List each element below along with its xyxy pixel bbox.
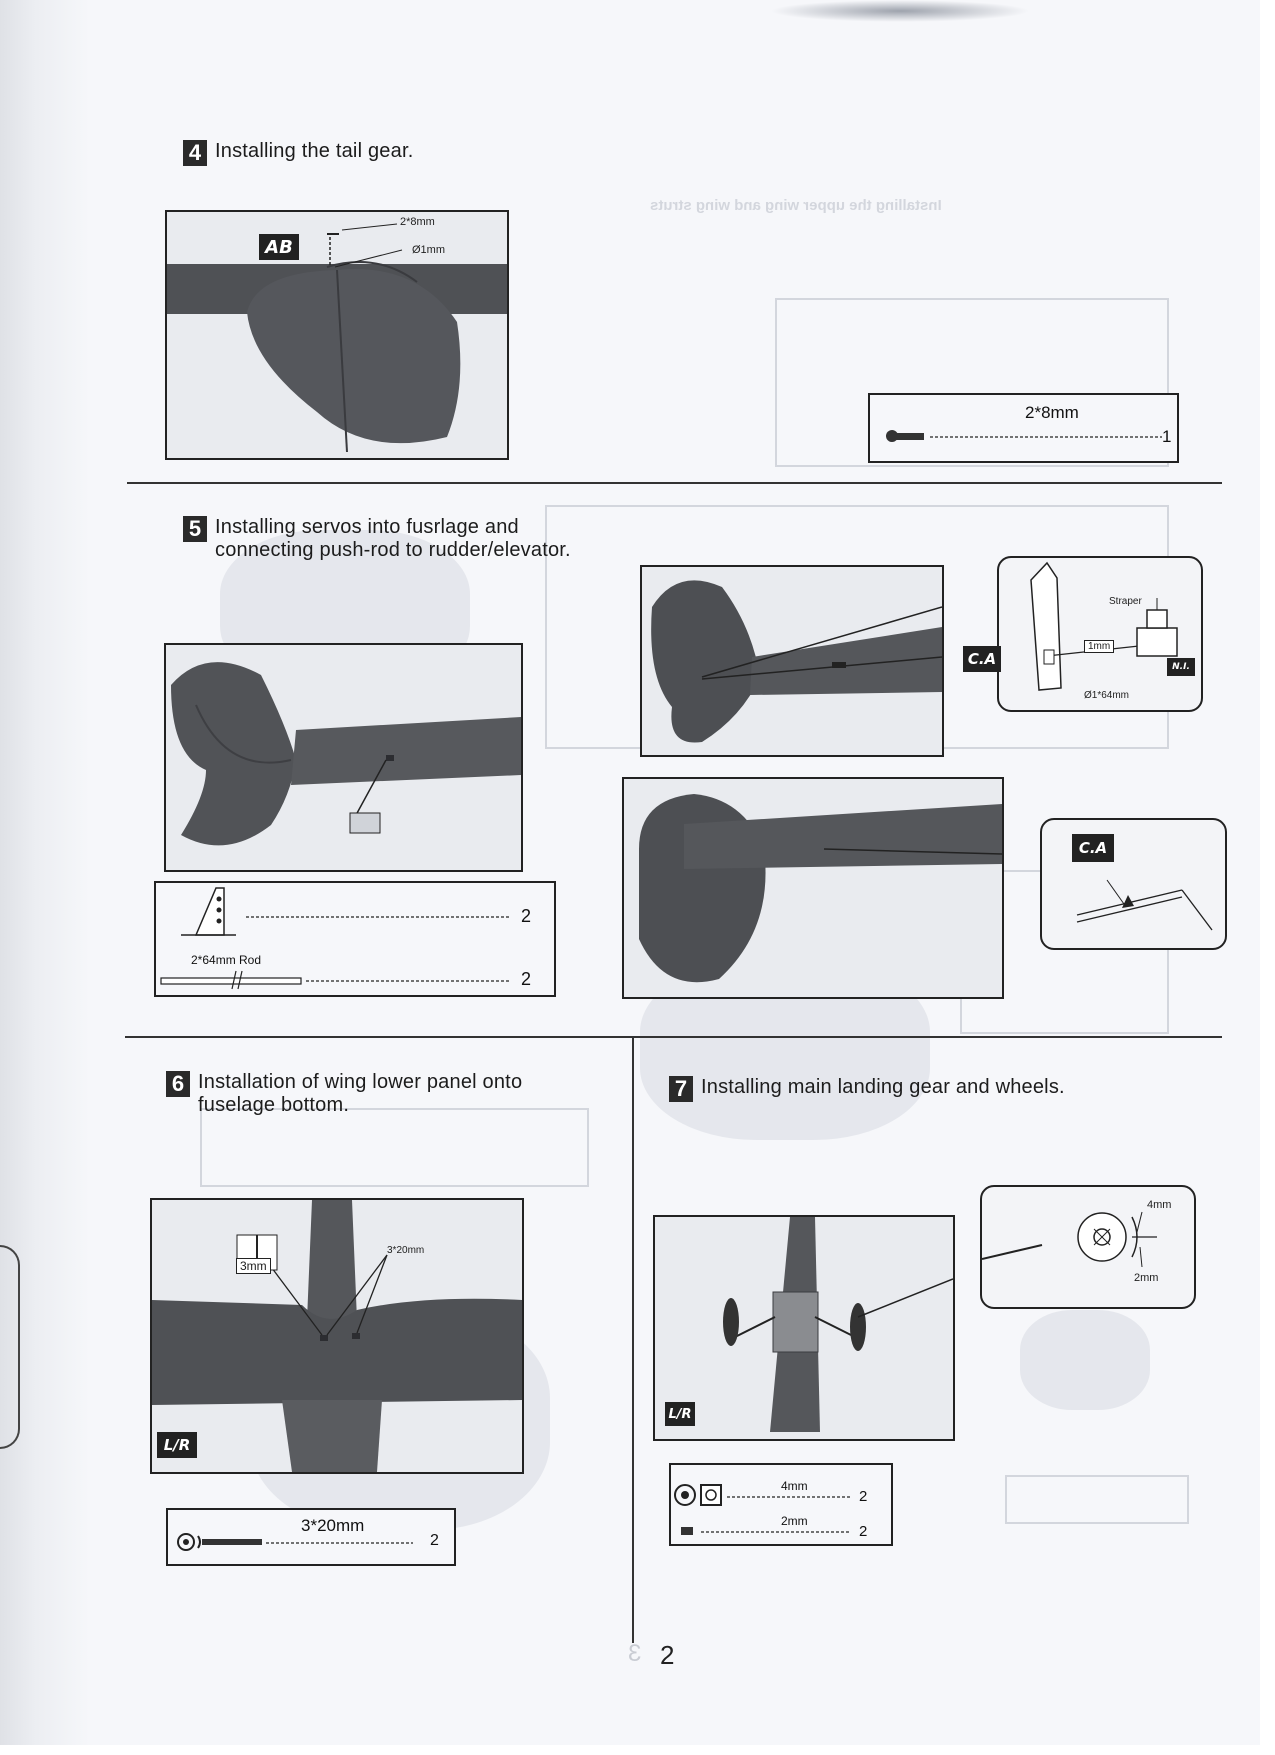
step-number-badge: 7: [669, 1076, 693, 1102]
tail-pushrod-illustration: [642, 567, 942, 755]
tail-underside-illustration: [166, 645, 521, 870]
step-4-heading: [183, 140, 413, 166]
rod-diameter-label: Ø1*64mm: [1084, 690, 1130, 701]
column-divider: [632, 1036, 634, 1643]
ghost-frame: [1005, 1475, 1189, 1524]
rudder-linkage-illustration: [999, 558, 1201, 710]
parts-box-horns-rods: [154, 881, 556, 997]
adhesive-tag: AB: [259, 234, 299, 260]
parts-box-wheel-hardware: [669, 1463, 893, 1546]
step-5-heading: [183, 516, 571, 562]
step-title: [215, 140, 413, 163]
step-title-line: Installing servos into fusrlage and: [215, 516, 519, 538]
adhesive-tag: N.I.: [1167, 658, 1195, 676]
step-title: [215, 516, 571, 562]
step-title-line: Installing the tail gear.: [215, 140, 414, 162]
gap-label: 1mm: [1084, 640, 1114, 653]
tail-gear-illustration: [167, 212, 507, 458]
straper-label: Straper: [1109, 596, 1142, 607]
page-binding-shadow: [0, 0, 90, 1745]
section-divider: [127, 482, 1222, 484]
set-screw-quantity: 2: [859, 1523, 868, 1540]
scan-shadow: [770, 0, 1030, 22]
collar-size-label: 4mm: [1147, 1199, 1172, 1211]
side-tag: L/R: [665, 1402, 695, 1426]
page-number: 2: [660, 1640, 675, 1670]
step-number-badge: 6: [166, 1071, 190, 1097]
set-screw-icon: [681, 1527, 693, 1535]
ghost-page-number: 3: [628, 1640, 642, 1667]
ghost-heading-wing-struts: Installing the upper wing and wing struts: [650, 197, 942, 214]
step-title-line: Installation of wing lower panel onto: [198, 1071, 523, 1093]
wheel-hardware-illustration: [671, 1465, 891, 1544]
collar-quantity: 2: [859, 1488, 868, 1505]
landing-gear-illustration: [655, 1217, 953, 1439]
set-screw-size-label: 2mm: [781, 1514, 808, 1528]
step-title: [198, 1071, 522, 1117]
photo-tail-elevator: [622, 777, 1004, 999]
hole-size-label: Ø1mm: [412, 244, 445, 256]
rod-label: 2*64mm Rod: [191, 953, 262, 967]
photo-landing-gear: [653, 1215, 955, 1441]
step-number-badge: 4: [183, 140, 207, 166]
side-tag: L/R: [157, 1432, 197, 1458]
screw-quantity: 1: [1162, 427, 1172, 446]
ghost-photo: [1020, 1310, 1150, 1410]
callout-glue-joint: [1040, 818, 1227, 950]
parts-illustration: [156, 883, 554, 995]
adhesive-tag: C.A: [1072, 834, 1114, 862]
step-number-badge: 5: [183, 516, 207, 542]
step-6-heading: [166, 1071, 522, 1117]
step-7-heading: [669, 1076, 1065, 1102]
photo-tail-pushrod: [640, 565, 944, 757]
photo-tail-servo-underside: [164, 643, 523, 872]
section-divider: [125, 1036, 1222, 1038]
screw-quantity: 2: [430, 1532, 439, 1549]
collar-size-label: 4mm: [781, 1479, 808, 1493]
screw-size-label: 3*20mm: [387, 1245, 425, 1256]
lower-wing-illustration: [152, 1200, 522, 1472]
push-rod-icon: [161, 971, 301, 989]
screw-size-label: 2*8mm: [1025, 403, 1079, 422]
screw-size-label: 2*8mm: [400, 216, 435, 228]
screw-icon: [870, 395, 1177, 461]
horn-quantity: 2: [521, 906, 532, 926]
parts-box-screw-3x20: [166, 1508, 456, 1566]
step-title-line: fuselage bottom.: [198, 1094, 350, 1116]
screw-size-label: 3*20mm: [301, 1516, 365, 1535]
adhesive-tag: C.A: [963, 646, 1001, 672]
ghost-frame: [200, 1108, 589, 1187]
tail-elevator-illustration: [624, 779, 1002, 997]
step-title: [701, 1076, 1065, 1099]
wheel-collar-icon: [675, 1485, 721, 1505]
depth-label: 3mm: [236, 1258, 271, 1274]
glue-joint-illustration: [1042, 820, 1225, 948]
callout-wheel-mount: [980, 1185, 1196, 1309]
control-horn-icon: [181, 888, 236, 935]
photo-lower-wing: [150, 1198, 524, 1474]
parts-box-screw-2x8: [868, 393, 1179, 463]
callout-rudder-linkage: [997, 556, 1203, 712]
step-title-line: Installing main landing gear and wheels.: [701, 1076, 1065, 1098]
photo-tail-gear: [165, 210, 509, 460]
page-edge-tab: [0, 1245, 20, 1449]
rod-quantity: 2: [521, 969, 532, 989]
gap-size-label: 2mm: [1134, 1272, 1159, 1284]
step-title-line: connecting push-rod to rudder/elevator.: [215, 539, 571, 561]
